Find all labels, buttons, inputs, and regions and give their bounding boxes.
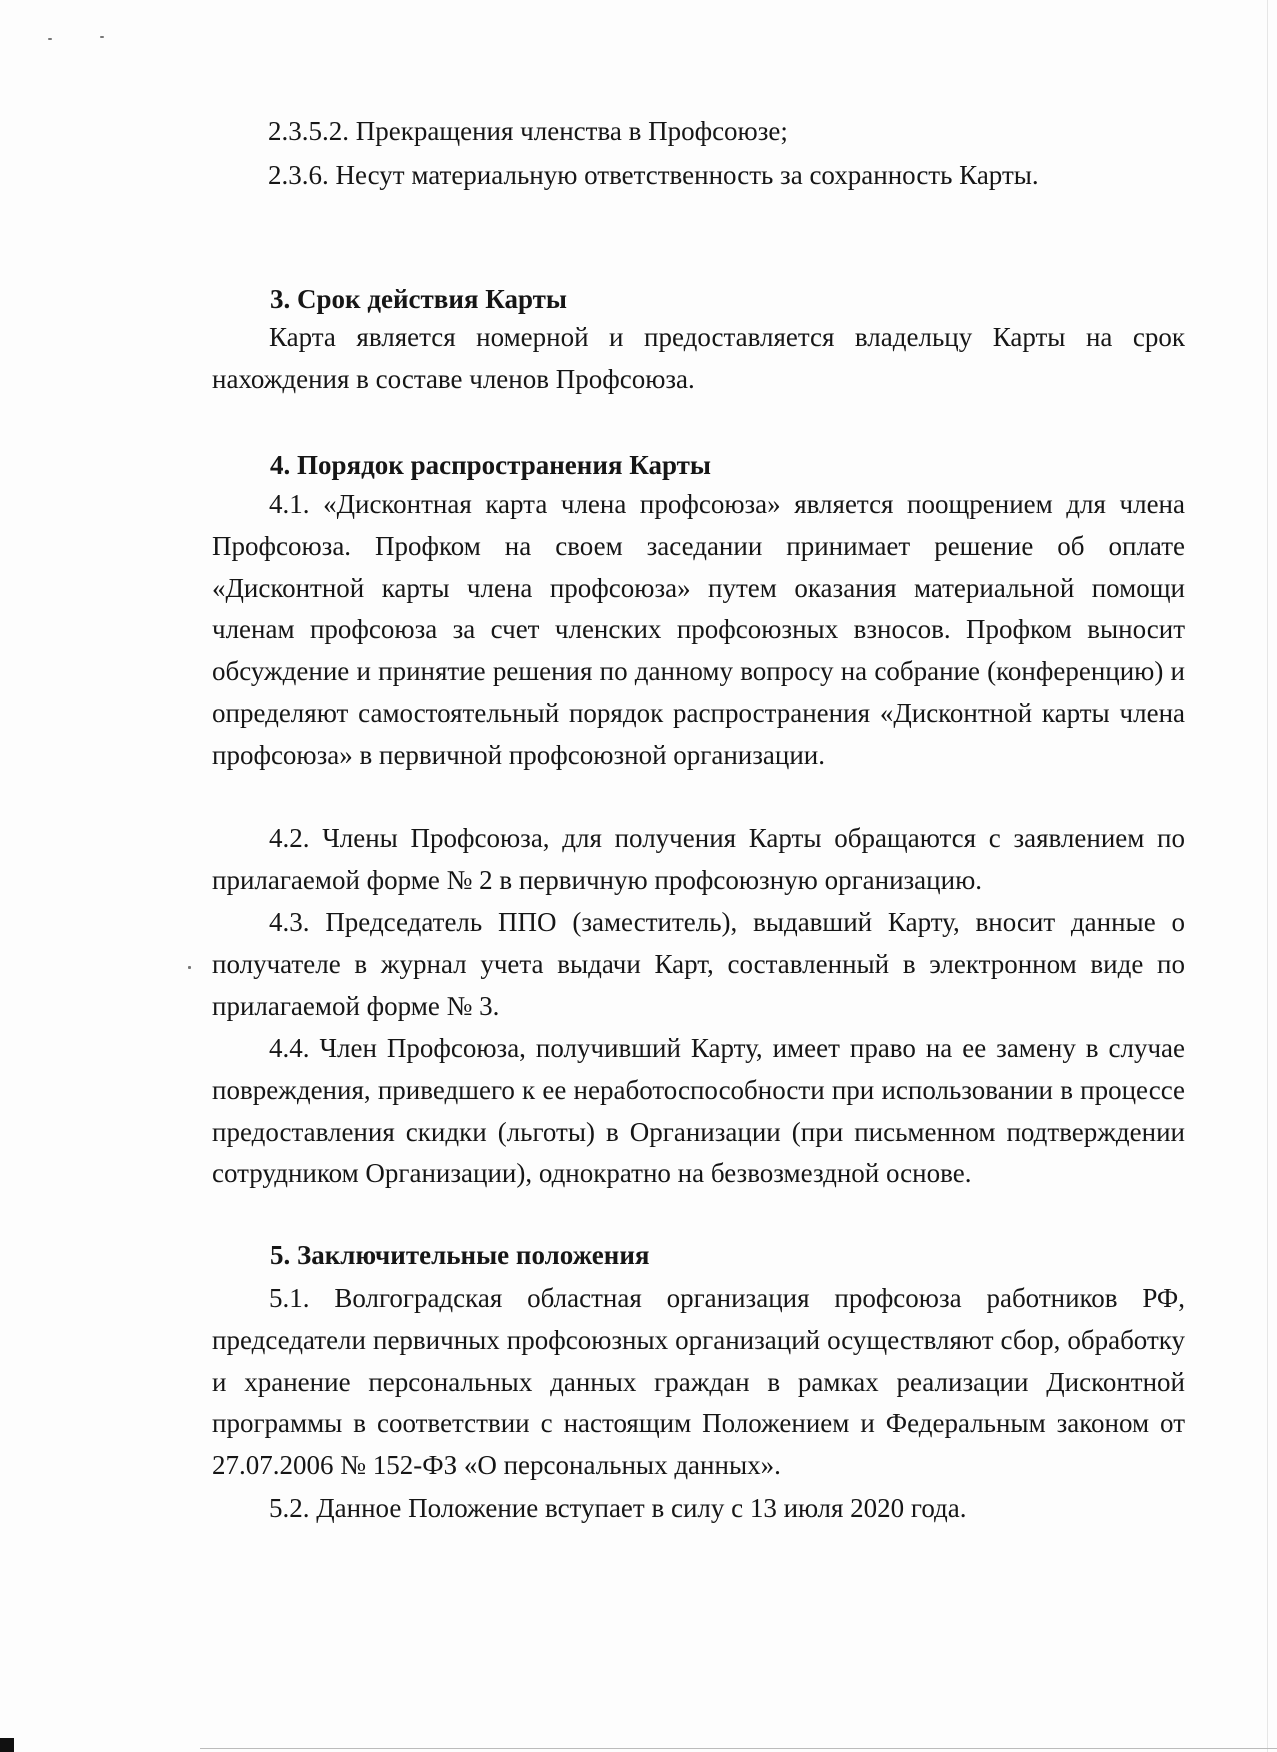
paragraph-5-2: 5.2. Данное Положение вступает в силу с 13 июля 2020 года.	[269, 1493, 967, 1523]
section-3-text: Карта является номерной и предоставляется владельцу Карты на срок нахождения в составе членов Профсоюза.	[212, 322, 1185, 394]
paragraph-4-3: 4.3. Председатель ППО (заместитель), выдавший Карту, вносит данные о получателе в журнал учета выдачи Карт, составленный в электронном виде по прилагаемой форме № 3.	[212, 907, 1185, 1021]
item-2-3-6: 2.3.6. Несут материальную ответственность за сохранность Карты.	[268, 160, 1039, 190]
scan-speck	[48, 38, 52, 40]
paragraph-4-4: 4.4. Член Профсоюза, получивший Карту, имеет право на ее замену в случае повреждения, приведшего к ее неработоспособности при использовании в процессе предоставления скидки (льготы) в Организации (при письменном подтверждении сотрудником Организации), однократно на безвозмездной основе.	[212, 1033, 1185, 1189]
scan-edge	[1267, 0, 1268, 1752]
paragraph-4-2: 4.2. Члены Профсоюза, для получения Карты обращаются с заявлением по прилагаемой форме № 2 в первичную профсоюзную организацию.	[212, 823, 1185, 895]
scan-speck	[188, 966, 191, 969]
section-5-heading: 5. Заключительные положения	[270, 1240, 650, 1270]
section-3-heading: 3. Срок действия Карты	[270, 284, 567, 314]
scan-registration-mark	[0, 1738, 14, 1752]
scan-speck	[100, 36, 104, 38]
paragraph-5-1: 5.1. Волгоградская областная организация профсоюза работников РФ, председатели первичных профсоюзных организаций осуществляют сбор, обработку и хранение персональных данных граждан в рамках реализации Дисконтной программы в соответствии с настоящим Положением и Федеральным законом от 27.07.2006 № 152-ФЗ «О персональных данных».	[212, 1283, 1185, 1481]
item-2-3-5-2: 2.3.5.2. Прекращения членства в Профсоюзе;	[268, 116, 788, 146]
scan-edge	[200, 1748, 1277, 1749]
section-4-heading: 4. Порядок распространения Карты	[270, 450, 711, 480]
paragraph-4-1: 4.1. «Дисконтная карта члена профсоюза» является поощрением для члена Профсоюза. Профком на своем заседании принимает решение об оплате «Дисконтной карты члена профсоюза» путем оказания материальной помощи членам профсоюза за счет членских профсоюзных взносов. Профком выносит обсуждение и принятие решения по данному вопросу на собрание (конференцию) и определяют самостоятельный порядок распространения «Дисконтной карты члена профсоюза» в первичной профсоюзной организации.	[212, 489, 1185, 770]
